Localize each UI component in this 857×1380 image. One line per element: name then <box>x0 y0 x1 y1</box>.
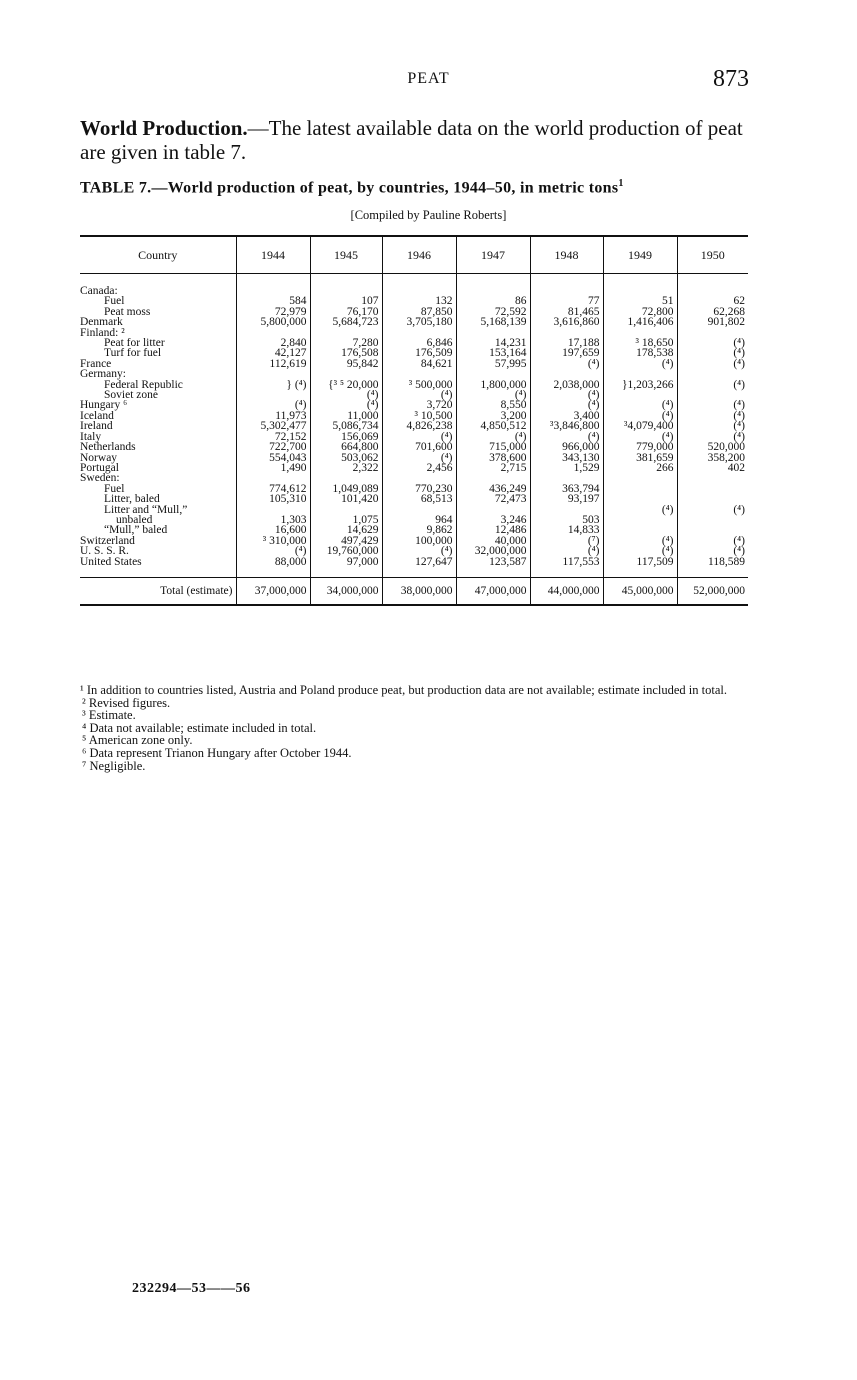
table-cell: 4,826,238 <box>382 421 456 431</box>
table-cell: 153,164 <box>456 348 530 358</box>
table-row <box>80 390 748 400</box>
table-cell: (⁴) <box>382 390 456 400</box>
table-cell: 76,170 <box>310 307 382 317</box>
table-cell: 2,322 <box>310 463 382 473</box>
table-cell: 520,000 <box>677 442 748 452</box>
table-cell: (⁴) <box>677 536 748 546</box>
table-cell: (⁴) <box>677 505 748 515</box>
table-cell: (⁴) <box>603 432 677 442</box>
table-cell: 197,659 <box>530 348 603 358</box>
table-cell: 7,280 <box>310 338 382 348</box>
table-row <box>80 484 748 494</box>
table-cell: (⁴) <box>236 400 310 410</box>
row-label-text: Peat moss <box>104 305 151 318</box>
table-cell: (⁴) <box>603 359 677 369</box>
table-row <box>80 317 748 327</box>
table-cell: ³3,846,800 <box>530 421 603 431</box>
table-cell: 6,846 <box>382 338 456 348</box>
table-cell: 14,231 <box>456 338 530 348</box>
table-cell: (⁴) <box>603 400 677 410</box>
table-cell: 87,850 <box>382 307 456 317</box>
table-cell: (⁴) <box>310 400 382 410</box>
table-row <box>80 463 748 473</box>
table-cell: 3,705,180 <box>382 317 456 327</box>
row-label-text: Hungary ⁶ <box>80 399 128 412</box>
table-cell: (⁴) <box>382 546 456 556</box>
table-cell: 3,720 <box>382 400 456 410</box>
table-row <box>80 359 748 369</box>
table-cell <box>677 515 748 525</box>
table-cell: 72,800 <box>603 307 677 317</box>
table-cell: 436,249 <box>456 484 530 494</box>
table-cell: 84,621 <box>382 359 456 369</box>
table-cell <box>603 494 677 504</box>
table-label: TABLE 7. <box>80 179 152 197</box>
printer-code: 232294—53——56 <box>132 1281 251 1296</box>
table-cell: }1,203,266 <box>603 380 677 390</box>
footnote: ⁵ American zone only. <box>82 733 193 748</box>
table-cell: (⁴) <box>603 505 677 515</box>
table-header-row <box>80 236 748 274</box>
total-cell: 47,000,000 <box>456 577 530 605</box>
column-header: 1946 <box>382 236 456 274</box>
table-cell: 81,465 <box>530 307 603 317</box>
table-cell: (⁴) <box>677 546 748 556</box>
row-label <box>80 421 236 431</box>
compiled-by-note: [Compiled by Pauline Roberts] <box>350 208 507 222</box>
table-cell: 176,509 <box>382 348 456 358</box>
table-cell: (⁴) <box>677 432 748 442</box>
table-cell <box>677 494 748 504</box>
total-row <box>80 577 748 605</box>
row-label-text: Ireland <box>80 420 113 433</box>
footnote: ⁴ Data not available; estimate included in total. <box>82 720 317 735</box>
table-cell: 101,420 <box>310 494 382 504</box>
row-label-text: Germany: <box>80 368 126 381</box>
table-cell <box>603 473 677 483</box>
table-cell: 51 <box>603 296 677 306</box>
table-cell: 343,130 <box>530 453 603 463</box>
table-cell: ³ 310,000 <box>236 536 310 546</box>
table-cell: 503,062 <box>310 453 382 463</box>
column-header: 1944 <box>236 236 310 274</box>
row-label-text: Denmark <box>80 316 123 329</box>
table-cell: 123,587 <box>456 557 530 567</box>
table-cell: (⁴) <box>603 536 677 546</box>
column-header: 1950 <box>677 236 748 274</box>
table-cell: 77 <box>530 296 603 306</box>
table-cell <box>677 484 748 494</box>
table-cell: 62 <box>677 296 748 306</box>
table-cell: 9,862 <box>382 525 456 535</box>
row-label-text: Peat for litter <box>104 337 165 350</box>
table-cell: 156,069 <box>310 432 382 442</box>
table-row <box>80 505 748 515</box>
table-cell: ³ 500,000 <box>382 380 456 390</box>
table-cell <box>603 515 677 525</box>
row-label-text: unbaled <box>116 513 153 526</box>
footnote: ⁷ Negligible. <box>82 758 146 773</box>
table-cell: 3,246 <box>456 515 530 525</box>
row-label-text: Soviet zone <box>104 389 158 402</box>
table-cell: 17,188 <box>530 338 603 348</box>
table-cell: 2,715 <box>456 463 530 473</box>
table-cell: 966,000 <box>530 442 603 452</box>
table-cell: 72,152 <box>236 432 310 442</box>
row-label-text: Netherlands <box>80 441 136 454</box>
footnote: ² Revised figures. <box>82 695 171 710</box>
row-label-text: Fuel <box>104 295 125 308</box>
table-cell: 19,760,000 <box>310 546 382 556</box>
table-cell: 72,592 <box>456 307 530 317</box>
row-label-text: Finland: ² <box>80 326 125 339</box>
table-cell: ³ 10,500 <box>382 411 456 421</box>
table-cell: 1,490 <box>236 463 310 473</box>
running-header-title: PEAT <box>407 70 450 87</box>
footnotes <box>76 684 756 772</box>
row-label <box>80 557 236 567</box>
table-cell: 1,049,089 <box>310 484 382 494</box>
table-row <box>80 380 748 390</box>
total-cell: 34,000,000 <box>310 577 382 605</box>
table-cell: } (⁴) <box>236 380 310 390</box>
table-cell: 584 <box>236 296 310 306</box>
table-cell: 107 <box>310 296 382 306</box>
table-row <box>80 494 748 504</box>
row-label-text: Sweden: <box>80 472 120 485</box>
table-cell: 901,802 <box>677 317 748 327</box>
table-cell: (⁴) <box>677 359 748 369</box>
table-cell: 381,659 <box>603 453 677 463</box>
footnote: ³ Estimate. <box>82 708 136 723</box>
table-cell: 378,600 <box>456 453 530 463</box>
table-cell: (⁴) <box>236 546 310 556</box>
table-cell: 554,043 <box>236 453 310 463</box>
table-cell: 11,000 <box>310 411 382 421</box>
table-cell: (⁴) <box>530 390 603 400</box>
table-cell: (⁴) <box>677 338 748 348</box>
table-cell: 105,310 <box>236 494 310 504</box>
row-label-text: Italy <box>80 430 102 443</box>
total-cell: 44,000,000 <box>530 577 603 605</box>
table-row <box>80 442 748 452</box>
table-cell: 2,840 <box>236 338 310 348</box>
table-row <box>80 473 748 483</box>
table-cell: (⁴) <box>677 380 748 390</box>
column-header: 1947 <box>456 236 530 274</box>
table-cell: 3,616,860 <box>530 317 603 327</box>
row-label-text: U. S. S. R. <box>80 545 129 558</box>
table-row <box>80 536 748 546</box>
table-cell: 86 <box>456 296 530 306</box>
page-number: 873 <box>713 66 749 92</box>
production-table <box>80 235 748 606</box>
table-cell: 57,995 <box>456 359 530 369</box>
table-cell: 72,473 <box>456 494 530 504</box>
table-cell: 5,800,000 <box>236 317 310 327</box>
row-label-text: United States <box>80 555 142 568</box>
table-row <box>80 400 748 410</box>
table-cell: 503 <box>530 515 603 525</box>
footnote: ⁶ Data represent Trianon Hungary after October 1944. <box>82 745 352 760</box>
table-cell: 1,529 <box>530 463 603 473</box>
table-cell: 40,000 <box>456 536 530 546</box>
table-cell: 4,850,512 <box>456 421 530 431</box>
table-cell: (⁴) <box>677 411 748 421</box>
table-cell: 117,553 <box>530 557 603 567</box>
table-body <box>80 274 748 605</box>
total-cell: 52,000,000 <box>677 577 748 605</box>
total-cell: 38,000,000 <box>382 577 456 605</box>
table-cell: (⁴) <box>677 400 748 410</box>
table-cell: 1,303 <box>236 515 310 525</box>
row-label <box>80 505 236 515</box>
total-cell: 37,000,000 <box>236 577 310 605</box>
table-cell: (⁴) <box>382 432 456 442</box>
row-label-text: Norway <box>80 451 118 464</box>
table-cell: 68,513 <box>382 494 456 504</box>
table-cell: 266 <box>603 463 677 473</box>
table-cell: (⁴) <box>677 421 748 431</box>
row-label-text: Federal Republic <box>104 378 183 391</box>
row-label-text: Turf for fuel <box>104 347 162 360</box>
table-cell: 62,268 <box>677 307 748 317</box>
table-cell: 402 <box>677 463 748 473</box>
table-cell: ³ 18,650 <box>603 338 677 348</box>
intro-paragraph <box>80 116 760 164</box>
table-cell: 72,979 <box>236 307 310 317</box>
table-cell: 12,486 <box>456 525 530 535</box>
table-cell: (⁴) <box>603 546 677 556</box>
table-cell: 42,127 <box>236 348 310 358</box>
row-label-text: Litter and “Mull,” <box>104 503 188 516</box>
table-cell: 5,168,139 <box>456 317 530 327</box>
table-cell: 95,842 <box>310 359 382 369</box>
table-cell: 2,038,000 <box>530 380 603 390</box>
table-cell: 5,684,723 <box>310 317 382 327</box>
table-cell: (⁴) <box>456 432 530 442</box>
row-label-text: Iceland <box>80 409 114 422</box>
table-title-footnote-ref: 1 <box>618 178 624 189</box>
production-table-container <box>80 235 748 606</box>
table-caption: —World production of peat, by countries, 1944–50, in metric tons <box>151 179 619 197</box>
column-header: 1948 <box>530 236 603 274</box>
column-header: 1949 <box>603 236 677 274</box>
total-cell: 45,000,000 <box>603 577 677 605</box>
table-cell: 16,600 <box>236 525 310 535</box>
table-cell: 117,509 <box>603 557 677 567</box>
table-row <box>80 515 748 525</box>
intro-text: —The latest available data on the world production of peat are given in table 7. <box>80 116 743 164</box>
table-cell: 1,416,406 <box>603 317 677 327</box>
row-label-text: France <box>80 357 112 370</box>
table-cell: 176,508 <box>310 348 382 358</box>
table-cell: (⁴) <box>530 400 603 410</box>
table-cell: 497,429 <box>310 536 382 546</box>
table-cell: 2,456 <box>382 463 456 473</box>
table-row <box>80 557 748 567</box>
table-cell: {³ ⁵ 20,000 <box>310 380 382 390</box>
table-cell: 118,589 <box>677 557 748 567</box>
table-cell: (⁴) <box>677 348 748 358</box>
table-title <box>80 178 752 197</box>
table-cell: (⁷) <box>530 536 603 546</box>
table-cell: 178,538 <box>603 348 677 358</box>
table-cell <box>603 484 677 494</box>
table-cell: 779,000 <box>603 442 677 452</box>
table-cell: 363,794 <box>530 484 603 494</box>
row-label <box>80 494 236 504</box>
table-cell: 3,200 <box>456 411 530 421</box>
table-cell: 964 <box>382 515 456 525</box>
intro-heading: World Production. <box>80 116 248 140</box>
table-cell: 774,612 <box>236 484 310 494</box>
table-cell: 1,075 <box>310 515 382 525</box>
row-label-text: Fuel <box>104 482 125 495</box>
table-cell: 93,197 <box>530 494 603 504</box>
table-cell: 5,086,734 <box>310 421 382 431</box>
row-label-text: Switzerland <box>80 534 135 547</box>
table-cell: (⁴) <box>530 432 603 442</box>
table-cell: (⁴) <box>530 546 603 556</box>
table-cell: 358,200 <box>677 453 748 463</box>
total-label: Total (estimate) <box>80 577 236 605</box>
table-row <box>80 525 748 535</box>
table-cell <box>677 473 748 483</box>
table-cell: (⁴) <box>456 390 530 400</box>
table-cell: 32,000,000 <box>456 546 530 556</box>
table-cell: 770,230 <box>382 484 456 494</box>
table-row <box>80 546 748 556</box>
row-label-text: Canada: <box>80 285 118 297</box>
table-cell: 97,000 <box>310 557 382 567</box>
table-cell: (⁴) <box>530 359 603 369</box>
table-cell: 132 <box>382 296 456 306</box>
footnote: ¹ In addition to countries listed, Austria and Poland produce peat, but production data are not available; estimate included in total. <box>80 683 727 697</box>
table-cell: (⁴) <box>310 390 382 400</box>
table-cell: 112,619 <box>236 359 310 369</box>
table-cell: 3,400 <box>530 411 603 421</box>
table-cell: 88,000 <box>236 557 310 567</box>
table-row <box>80 421 748 431</box>
table-cell: 722,700 <box>236 442 310 452</box>
table-cell: 100,000 <box>382 536 456 546</box>
table-cell: 664,800 <box>310 442 382 452</box>
table-cell: ³4,079,400 <box>603 421 677 431</box>
table-cell: 8,550 <box>456 400 530 410</box>
table-cell: 127,647 <box>382 557 456 567</box>
table-cell: 715,000 <box>456 442 530 452</box>
table-row <box>80 286 748 296</box>
row-label-text: “Mull,” baled <box>104 524 168 537</box>
table-row <box>80 453 748 463</box>
row-label-text: Litter, baled <box>104 493 160 506</box>
table-cell: 14,629 <box>310 525 382 535</box>
row-label-text: Portugal <box>80 461 119 474</box>
column-header: Country <box>80 236 236 274</box>
table-cell: (⁴) <box>603 411 677 421</box>
table-cell: 14,833 <box>530 525 603 535</box>
table-row <box>80 348 748 358</box>
column-header: 1945 <box>310 236 382 274</box>
table-cell: 5,302,477 <box>236 421 310 431</box>
table-cell: 1,800,000 <box>456 380 530 390</box>
table-cell: 701,600 <box>382 442 456 452</box>
table-cell: 11,973 <box>236 411 310 421</box>
table-cell: (⁴) <box>382 453 456 463</box>
